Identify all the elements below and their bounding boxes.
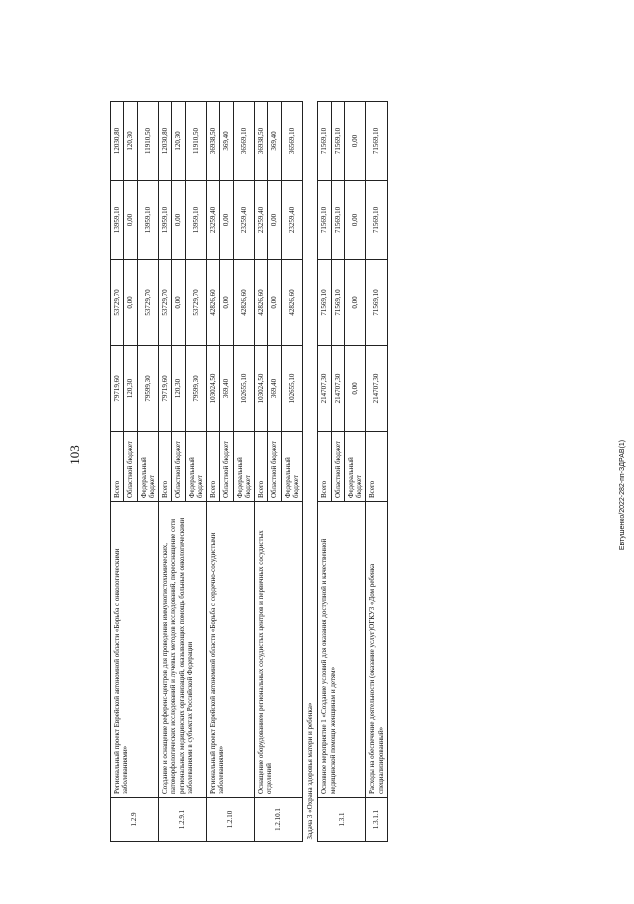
amount-year: 42826,60 <box>281 260 303 346</box>
footer-document-code: Евтушенко/2022-282-пп-ЗДРАВ(1) <box>619 439 626 551</box>
amount-year: 71569,10 <box>318 102 331 181</box>
funding-source: Федеральный бюджет <box>233 432 255 502</box>
funding-source: Всего <box>207 432 220 502</box>
amount-total: 103024,50 <box>207 346 220 432</box>
item-code: 1.3.1 <box>318 798 366 842</box>
page-number: 103 <box>67 445 82 465</box>
item-code: 1.2.9.1 <box>159 798 207 842</box>
amount-year: 13959,10 <box>159 181 172 260</box>
funding-source: Областной бюджет <box>268 432 281 502</box>
table-row <box>111 102 124 842</box>
amount-total: 79599,30 <box>185 346 207 432</box>
item-code: 1.3.1.1 <box>366 798 388 842</box>
amount-total: 214707,30 <box>366 346 388 432</box>
amount-total: 102655,10 <box>281 346 303 432</box>
table-row <box>159 102 172 842</box>
amount-year: 0,00 <box>268 181 281 260</box>
amount-year: 0,00 <box>172 181 185 260</box>
amount-year: 42826,60 <box>255 260 268 346</box>
budget-table <box>110 101 388 842</box>
amount-year: 23259,40 <box>281 181 303 260</box>
amount-year: 11910,50 <box>185 102 207 181</box>
item-code: 1.2.10 <box>207 798 255 842</box>
amount-year: 0,00 <box>268 260 281 346</box>
amount-total: 120,30 <box>124 346 137 432</box>
item-name: Оснащение оборудованием региональных сосудистых центров и первичных сосудистых отделений <box>255 502 303 798</box>
amount-year: 53729,70 <box>137 260 159 346</box>
task-title: Задача 3 «Охрана здоровья матери и ребенка» <box>306 702 314 840</box>
amount-year: 71569,10 <box>318 181 331 260</box>
amount-total: 369,40 <box>220 346 233 432</box>
table-row <box>366 102 388 842</box>
task-row <box>303 102 318 842</box>
amount-total: 214707,30 <box>331 346 344 432</box>
amount-year: 0,00 <box>124 260 137 346</box>
funding-source: Федеральный бюджет <box>137 432 159 502</box>
amount-year: 0,00 <box>220 181 233 260</box>
amount-year: 0,00 <box>344 102 366 181</box>
budget-table-rotated <box>110 102 588 842</box>
funding-source: Областной бюджет <box>220 432 233 502</box>
amount-year: 36938,50 <box>255 102 268 181</box>
amount-year: 71569,10 <box>366 181 388 260</box>
item-name: Создание и оснащение референс-центров для проведения иммуногистохимических, патоморфологических исследований и лучевых методов исследований, переоснащение сети региональных медицинских организаций, оказывающих помощь больным онкологическими заболеваниями в субъектах Российской Федерации <box>159 502 207 798</box>
amount-year: 13959,10 <box>185 181 207 260</box>
funding-source: Областной бюджет <box>331 432 344 502</box>
amount-year: 0,00 <box>344 181 366 260</box>
amount-total: 79599,30 <box>137 346 159 432</box>
amount-year: 0,00 <box>124 181 137 260</box>
amount-year: 23259,40 <box>255 181 268 260</box>
funding-source: Всего <box>255 432 268 502</box>
funding-source: Федеральный бюджет <box>344 432 366 502</box>
amount-year: 36569,10 <box>233 102 255 181</box>
item-name: Региональный проект Еврейской автономной области «Борьба с онкологическими заболеваниями» <box>111 502 159 798</box>
funding-source: Всего <box>366 432 388 502</box>
amount-year: 36569,10 <box>281 102 303 181</box>
amount-year: 71569,10 <box>331 181 344 260</box>
amount-total: 102655,10 <box>233 346 255 432</box>
funding-source: Всего <box>318 432 331 502</box>
amount-total: 79719,60 <box>159 346 172 432</box>
amount-year: 12030,80 <box>159 102 172 181</box>
item-name: Основное мероприятие 1 «Создание условий для оказания доступной и качественной медицинской помощи женщинам и детям» <box>318 502 366 798</box>
item-code: 1.2.9 <box>111 798 159 842</box>
funding-source: Федеральный бюджет <box>281 432 303 502</box>
amount-total: 214707,30 <box>318 346 331 432</box>
table-row <box>255 102 268 842</box>
amount-year: 71569,10 <box>331 102 344 181</box>
table-body <box>111 102 388 842</box>
amount-year: 13959,10 <box>137 181 159 260</box>
funding-source: Всего <box>159 432 172 502</box>
amount-year: 53729,70 <box>159 260 172 346</box>
amount-year: 369,40 <box>268 102 281 181</box>
amount-total: 120,30 <box>172 346 185 432</box>
funding-source: Областной бюджет <box>124 432 137 502</box>
amount-year: 23259,40 <box>233 181 255 260</box>
amount-year: 12030,80 <box>111 102 124 181</box>
amount-year: 71569,10 <box>366 260 388 346</box>
item-name: Расходы на обеспечение деятельности (оказание услуг)ОГКУЗ «Дом ребенка специализированный» <box>366 502 388 798</box>
amount-total: 79719,60 <box>111 346 124 432</box>
funding-source: Всего <box>111 432 124 502</box>
amount-year: 42826,60 <box>233 260 255 346</box>
amount-year: 0,00 <box>344 260 366 346</box>
amount-year: 71569,10 <box>366 102 388 181</box>
amount-year: 13959,10 <box>111 181 124 260</box>
amount-year: 42826,60 <box>207 260 220 346</box>
funding-source: Федеральный бюджет <box>185 432 207 502</box>
task-cell <box>303 102 318 842</box>
amount-year: 53729,70 <box>185 260 207 346</box>
item-code: 1.2.10.1 <box>255 798 303 842</box>
amount-year: 0,00 <box>220 260 233 346</box>
amount-total: 0,00 <box>344 346 366 432</box>
amount-year: 369,40 <box>220 102 233 181</box>
amount-year: 0,00 <box>172 260 185 346</box>
amount-year: 11910,50 <box>137 102 159 181</box>
amount-year: 23259,40 <box>207 181 220 260</box>
amount-year: 71569,10 <box>318 260 331 346</box>
item-name: Региональный проект Еврейской автономной области «Борьба с сердечно-сосудистыми заболеваниями» <box>207 502 255 798</box>
amount-year: 120,30 <box>124 102 137 181</box>
amount-year: 36938,50 <box>207 102 220 181</box>
amount-year: 120,30 <box>172 102 185 181</box>
amount-total: 103024,50 <box>255 346 268 432</box>
amount-total: 369,40 <box>268 346 281 432</box>
table-row <box>207 102 220 842</box>
amount-year: 71569,10 <box>331 260 344 346</box>
funding-source: Областной бюджет <box>172 432 185 502</box>
table-row <box>318 102 331 842</box>
amount-year: 53729,70 <box>111 260 124 346</box>
